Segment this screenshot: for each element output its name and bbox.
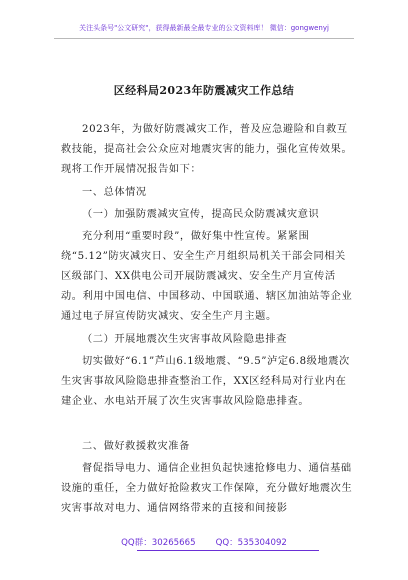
footer-underline <box>137 550 319 551</box>
section-heading-2: 二、做好救援救灾准备 <box>82 441 190 452</box>
footer-qq-number: QQ：535304092 <box>215 538 287 548</box>
subsection-heading-1: （一）加强防震减灾宣传，提高民众防震减灾意识 <box>82 209 320 220</box>
document-title: 区经科局2023年防震减灾工作总结 <box>113 84 295 97</box>
section-heading-1: 一、总体情况 <box>82 187 147 198</box>
section-body-2: 督促指导电力、通信企业担负起快速抢修电力、通信基础设施的重任，全力做好抢险救灾工作保障，充分做好地震次生灾害事故对电力、通信网络带来的直接和间接影 <box>61 463 353 514</box>
subsection-heading-2: （二）开展地震次生灾害事故风险隐患排查 <box>82 334 287 345</box>
subsection-body-1: 充分利用“重要时段”，做好集中性宣传。紧紧围绕“5.12”防灾减灾日、安全生产月组织局机关干部会同相关区级部门、XX供电公司开展防震减灾、安全生产月宣传活动。利用中国电信、中国移动、中国联通、辖区加油站等企业通过电子屏宣传防灾减灾、安全生产月主题。 <box>61 231 353 322</box>
header-promo: 关注头条号"公文研究"，获得最新最全最专业的公文资料库！ 微信：gongwenyj <box>79 24 329 32</box>
intro-paragraph: 2023年，为做好防震减灾工作，普及应急避险和自救互救技能，提高社会公众应对地震灾害的能力，强化宣传效果。现将工作开展情况报告如下： <box>61 124 353 175</box>
subsection-body-2: 切实做好“6.1”芦山6.1级地震、“9.5”泸定6.8级地震次生灾害事故风险隐患排查整治工作，XX区经科局对行业内在建企业、水电站开展了次生灾害事故风险隐患排查。 <box>61 356 350 407</box>
header-divider <box>54 38 354 39</box>
footer-qq-group: QQ群：30265665 <box>121 538 196 548</box>
footer-contact <box>0 537 408 549</box>
